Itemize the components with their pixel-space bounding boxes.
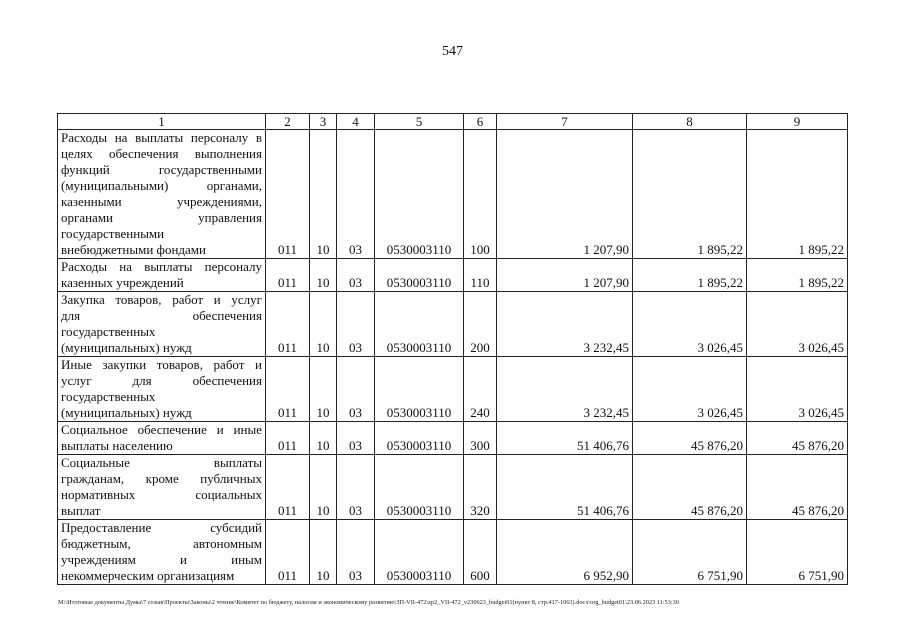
description-line: государственными [61, 226, 165, 241]
description-line: государственных [61, 389, 156, 404]
header-col-7: 7 [497, 114, 633, 130]
header-row [58, 114, 848, 130]
amount-col-7: 51 406,76 [497, 455, 633, 520]
amount-col-7: 51 406,76 [497, 422, 633, 455]
header-col-6: 6 [464, 114, 497, 130]
code-rz: 10 [310, 520, 337, 585]
description-line: Иные закупки товаров, работ и [61, 357, 262, 372]
code-pr: 03 [337, 259, 375, 292]
table-row [58, 292, 848, 357]
code-pr: 03 [337, 422, 375, 455]
amount-col-8: 1 895,22 [633, 259, 747, 292]
code-pr: 03 [337, 130, 375, 259]
description-line: Расходы на выплаты персоналу [61, 259, 262, 274]
header-col-9: 9 [747, 114, 848, 130]
description-line: государственных [61, 324, 156, 339]
code-rz: 10 [310, 455, 337, 520]
description-line: выплаты населению [61, 438, 173, 453]
description-line: казенными учреждениями, [61, 194, 262, 209]
description-line: для обеспечения [61, 308, 262, 323]
code-gr: 011 [266, 292, 310, 357]
amount-col-8: 6 751,90 [633, 520, 747, 585]
amount-col-9: 1 895,22 [747, 130, 848, 259]
amount-col-9: 45 876,20 [747, 422, 848, 455]
code-rz: 10 [310, 357, 337, 422]
code-rz: 10 [310, 422, 337, 455]
code-rz: 10 [310, 259, 337, 292]
description-line: (муниципальных) нужд [61, 405, 192, 420]
amount-col-7: 3 232,45 [497, 357, 633, 422]
amount-col-8: 45 876,20 [633, 455, 747, 520]
description-line: гражданам, кроме публичных [61, 471, 262, 486]
description-line: функций государственными [61, 162, 262, 177]
amount-col-8: 45 876,20 [633, 422, 747, 455]
amount-col-9: 6 751,90 [747, 520, 848, 585]
description-line: Расходы на выплаты персоналу в [61, 130, 262, 145]
row-description [58, 520, 266, 585]
description-line: (муниципальных) нужд [61, 340, 192, 355]
description-line: казенных учреждений [61, 275, 184, 290]
table-row [58, 259, 848, 292]
code-csr: 0530003110 [375, 422, 464, 455]
row-description [58, 259, 266, 292]
code-vr: 110 [464, 259, 497, 292]
description-line: Социальные выплаты [61, 455, 262, 470]
code-csr: 0530003110 [375, 520, 464, 585]
header-col-8: 8 [633, 114, 747, 130]
amount-col-7: 1 207,90 [497, 259, 633, 292]
row-description [58, 130, 266, 259]
code-vr: 100 [464, 130, 497, 259]
header-col-5: 5 [375, 114, 464, 130]
amount-col-9: 1 895,22 [747, 259, 848, 292]
amount-col-9: 3 026,45 [747, 292, 848, 357]
description-line: услуг для обеспечения [61, 373, 262, 388]
description-line: некоммерческим организациям [61, 568, 235, 583]
description-line: бюджетным, автономным [61, 536, 262, 551]
code-gr: 011 [266, 130, 310, 259]
table-body [58, 130, 848, 585]
description-line: Предоставление субсидий [61, 520, 262, 535]
row-description [58, 455, 266, 520]
code-vr: 240 [464, 357, 497, 422]
description-line: выплат [61, 503, 101, 518]
page-number: 547 [442, 44, 463, 59]
code-gr: 011 [266, 455, 310, 520]
code-pr: 03 [337, 357, 375, 422]
code-gr: 011 [266, 259, 310, 292]
code-vr: 320 [464, 455, 497, 520]
amount-col-9: 3 026,45 [747, 357, 848, 422]
code-gr: 011 [266, 357, 310, 422]
amount-col-7: 3 232,45 [497, 292, 633, 357]
code-csr: 0530003110 [375, 455, 464, 520]
row-description [58, 357, 266, 422]
code-pr: 03 [337, 520, 375, 585]
code-csr: 0530003110 [375, 357, 464, 422]
header-col-2: 2 [266, 114, 310, 130]
row-description [58, 422, 266, 455]
code-gr: 011 [266, 422, 310, 455]
code-vr: 600 [464, 520, 497, 585]
table-row [58, 422, 848, 455]
amount-col-7: 1 207,90 [497, 130, 633, 259]
code-rz: 10 [310, 130, 337, 259]
amount-col-8: 3 026,45 [633, 357, 747, 422]
amount-col-8: 3 026,45 [633, 292, 747, 357]
description-line: (муниципальными) органами, [61, 178, 262, 193]
table-row [58, 455, 848, 520]
description-line: нормативных социальных [61, 487, 262, 502]
code-csr: 0530003110 [375, 292, 464, 357]
amount-col-8: 1 895,22 [633, 130, 747, 259]
table-row [58, 130, 848, 259]
description-line: органами управления [61, 210, 262, 225]
header-col-3: 3 [310, 114, 337, 130]
header-col-4: 4 [337, 114, 375, 130]
budget-table [57, 113, 848, 585]
table-row [58, 520, 848, 585]
amount-col-7: 6 952,90 [497, 520, 633, 585]
code-gr: 011 [266, 520, 310, 585]
code-csr: 0530003110 [375, 130, 464, 259]
header-col-1: 1 [58, 114, 266, 130]
code-vr: 200 [464, 292, 497, 357]
code-pr: 03 [337, 455, 375, 520]
description-line: внебюджетными фондами [61, 242, 206, 257]
footer-file-path: M:\Итоговые документы Думы\7 созыв\Проекты\Законы\2 чтение\Комитет по бюджету, налогам и экономическому развитию\ЗП-VII-472\zp2_VII-472_v230623_budget01(пункт 8, стр.417-1063).docx\org_budget01\23.06.2023 11:53:30 [58, 599, 679, 606]
row-description [58, 292, 266, 357]
description-line: Закупка товаров, работ и услуг [61, 292, 262, 307]
amount-col-9: 45 876,20 [747, 455, 848, 520]
description-line: целях обеспечения выполнения [61, 146, 262, 161]
code-rz: 10 [310, 292, 337, 357]
code-vr: 300 [464, 422, 497, 455]
description-line: учреждениям и иным [61, 552, 262, 567]
table-row [58, 357, 848, 422]
code-pr: 03 [337, 292, 375, 357]
code-csr: 0530003110 [375, 259, 464, 292]
description-line: Социальное обеспечение и иные [61, 422, 262, 437]
